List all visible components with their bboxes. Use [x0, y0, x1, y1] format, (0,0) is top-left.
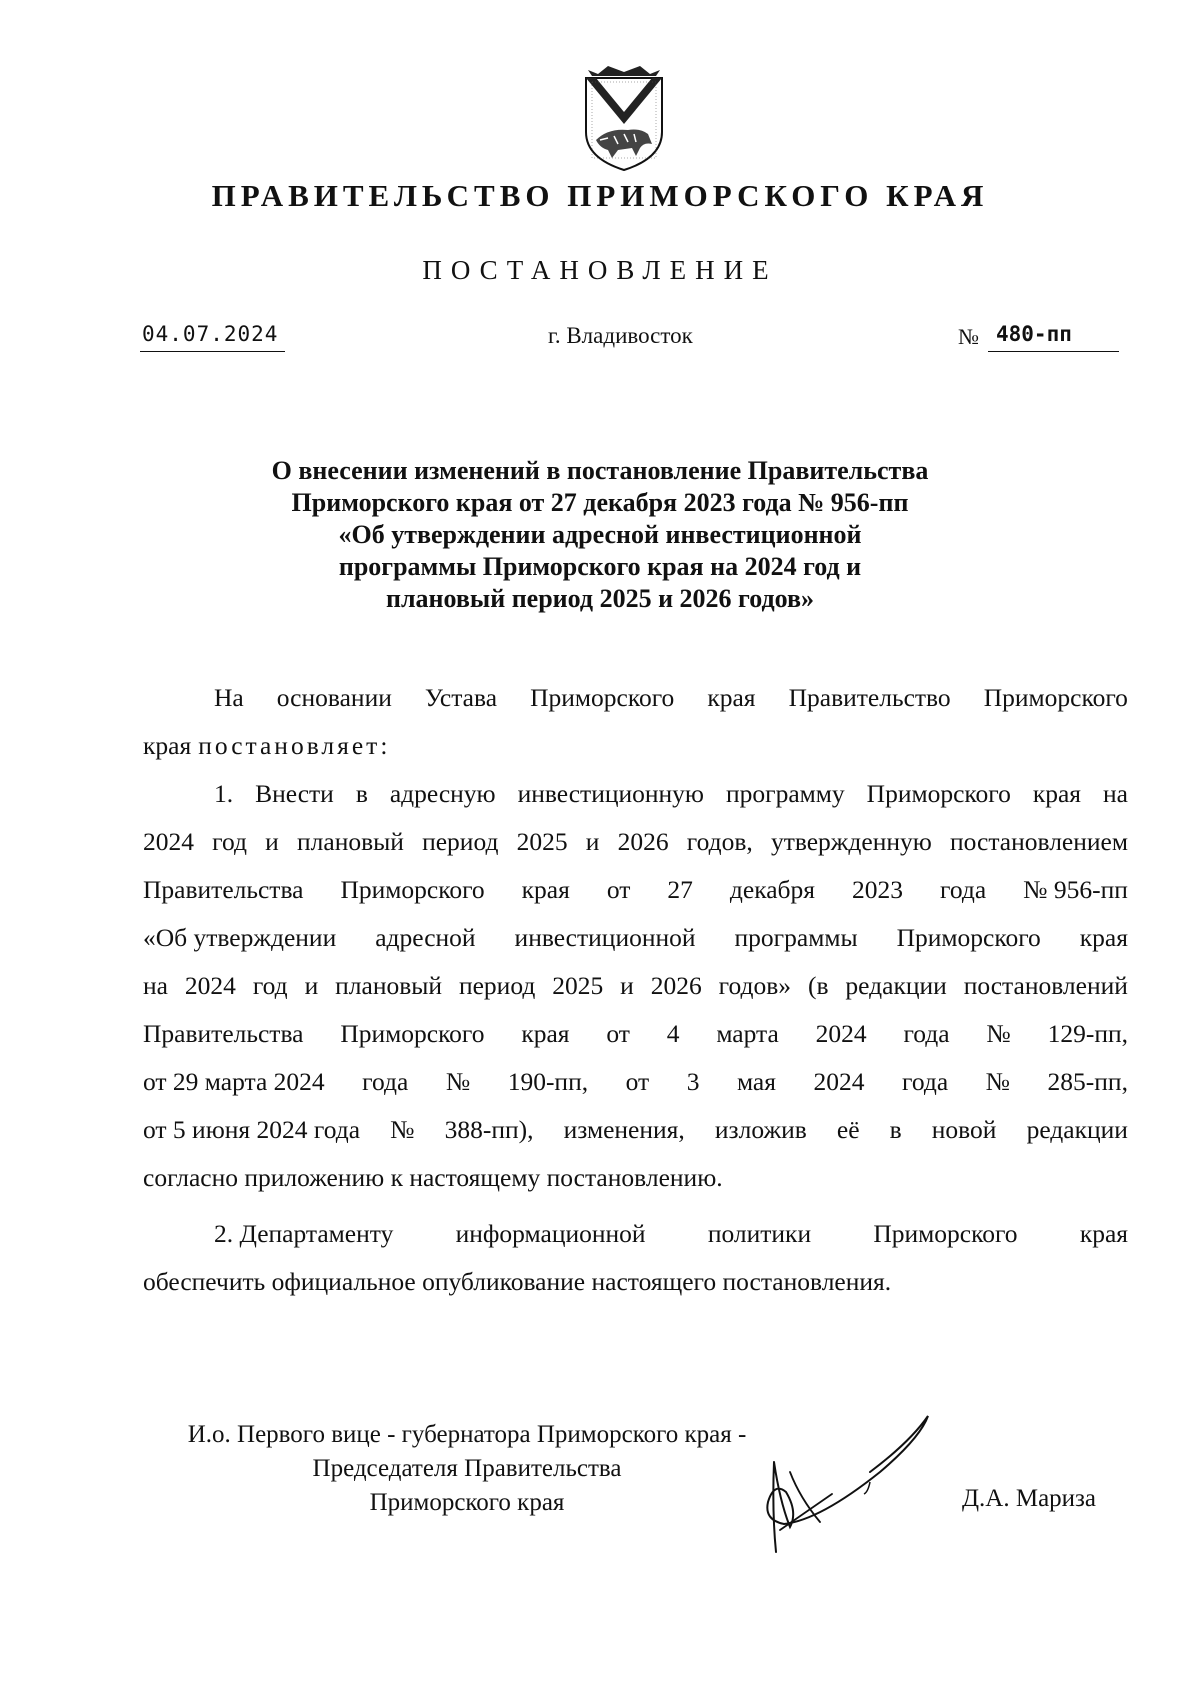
government-title: ПРАВИТЕЛЬСТВО ПРИМОРСКОГО КРАЯ — [211, 178, 989, 213]
coat-of-arms-emblem — [578, 62, 670, 174]
body-word: плановый — [335, 971, 443, 1000]
document-type: ПОСТАНОВЛЕНИЕ — [422, 255, 778, 285]
body-word: основании — [276, 683, 392, 712]
body-word: года — [940, 875, 987, 904]
body-word: политики — [707, 1219, 812, 1248]
body-word: и — [620, 971, 634, 1000]
body-word: Приморского — [873, 1219, 1018, 1248]
body-word: от — [606, 875, 631, 904]
body-word: от 29 марта 2024 — [143, 1067, 325, 1096]
body-word: № 956-пп — [1023, 875, 1128, 904]
body-word: 2. Департаменту — [214, 1219, 394, 1248]
body-word: мая — [736, 1067, 776, 1096]
body-word: и — [585, 827, 600, 856]
signatory-position — [147, 1418, 787, 1520]
body-word: её — [836, 1115, 860, 1144]
body-word: и — [265, 827, 279, 856]
number-underline — [988, 351, 1119, 352]
body-word: период — [422, 827, 499, 856]
body-word: постановлением — [949, 827, 1128, 856]
body-word: постановлений — [963, 971, 1128, 1000]
body-word: программы — [734, 923, 858, 952]
document-subject — [200, 455, 1000, 615]
subject-line: плановый период 2025 и 2026 годов» — [385, 584, 815, 613]
subject-line: «Об утверждении адресной инвестиционной — [338, 520, 862, 549]
document-body — [143, 674, 1128, 1306]
body-word: 27 — [667, 875, 693, 904]
body-word: Приморского — [866, 779, 1011, 808]
body-word: год — [212, 827, 247, 856]
body-word: от — [606, 1019, 630, 1048]
body-word: год — [252, 971, 288, 1000]
document-number: 480-пп — [996, 322, 1072, 346]
body-word: 388-пп), — [444, 1115, 534, 1144]
body-word: инвестиционной — [514, 923, 696, 952]
signatory-name: Д.А. Мариза — [962, 1485, 1097, 1512]
body-word: в — [355, 779, 368, 808]
position-line: Председателя Правительства — [312, 1455, 622, 1482]
document-city: г. Владивосток — [548, 323, 693, 348]
body-word: от 5 июня 2024 года — [143, 1115, 361, 1144]
body-word: 190-пп, — [507, 1067, 589, 1096]
body-word: № — [445, 1067, 471, 1096]
body-word: края — [707, 683, 756, 712]
body-text: согласно приложению к настоящему постановлению. — [143, 1163, 723, 1192]
body-word: годов» — [718, 971, 792, 1000]
body-word: адресной — [375, 923, 476, 952]
body-word: Приморского — [896, 923, 1041, 952]
body-line — [143, 1258, 1128, 1306]
body-text: обеспечить официальное опубликование настоящего постановления. — [143, 1267, 892, 1296]
body-word: (в — [807, 971, 829, 1000]
body-word: 285-пп, — [1047, 1067, 1128, 1096]
body-line — [143, 770, 1128, 818]
body-word: на — [1103, 779, 1128, 808]
body-line — [143, 818, 1128, 866]
body-line — [143, 962, 1128, 1010]
body-line — [143, 1106, 1128, 1154]
body-line — [143, 722, 1128, 770]
handwritten-signature — [760, 1402, 960, 1572]
body-line — [143, 674, 1128, 722]
body-word: информационной — [455, 1219, 646, 1248]
body-word: редакции — [845, 971, 947, 1000]
body-line — [143, 914, 1128, 962]
body-line — [143, 1010, 1128, 1058]
body-word: 2025 — [552, 971, 604, 1000]
body-word: редакции — [1026, 1115, 1128, 1144]
body-word: 2024 — [813, 1067, 865, 1096]
body-word: 2024 — [143, 827, 194, 856]
position-line: Приморского края — [369, 1489, 565, 1516]
subject-line: Приморского края от 27 декабря 2023 года № 956-пп — [291, 488, 909, 517]
body-word: № — [986, 1019, 1011, 1048]
number-label: № — [958, 324, 979, 349]
body-word: На — [214, 683, 244, 712]
body-word: изменения, — [563, 1115, 685, 1144]
body-word: декабря — [729, 875, 815, 904]
body-word: марта — [716, 1019, 779, 1048]
body-word: 129-пп, — [1047, 1019, 1128, 1048]
body-word: новой — [931, 1115, 997, 1144]
body-word: на — [143, 971, 168, 1000]
body-word: года — [903, 1019, 950, 1048]
body-word: 2026 — [650, 971, 702, 1000]
body-word: края — [521, 1019, 570, 1048]
body-word: годов, — [686, 827, 753, 856]
body-word: плановый — [297, 827, 404, 856]
body-word: № — [985, 1067, 1011, 1096]
body-word: Правительства — [143, 875, 304, 904]
body-word: изложив — [714, 1115, 807, 1144]
body-word: года — [362, 1067, 409, 1096]
body-word: инвестиционную — [517, 779, 704, 808]
body-word: программу — [725, 779, 845, 808]
body-word: года — [902, 1067, 949, 1096]
document-date: 04.07.2024 — [142, 322, 279, 346]
body-word: Правительство — [788, 683, 951, 712]
date-underline — [140, 351, 285, 352]
body-word: края — [1079, 923, 1128, 952]
body-text: края — [143, 731, 192, 760]
body-word: Внести — [255, 779, 334, 808]
body-word: 2023 — [852, 875, 903, 904]
body-word: края — [1079, 1219, 1128, 1248]
body-word: Правительства — [143, 1019, 304, 1048]
body-word: Приморского — [983, 683, 1128, 712]
subject-line: программы Приморского края на 2024 год и — [338, 552, 862, 581]
body-word: 2024 — [184, 971, 236, 1000]
body-word: период — [458, 971, 536, 1000]
body-word: 2026 — [617, 827, 669, 856]
subject-line: О внесении изменений в постановление Правительства — [271, 456, 929, 485]
body-word: края — [521, 875, 570, 904]
body-word: 2024 — [815, 1019, 867, 1048]
body-word: 4 — [666, 1019, 680, 1048]
body-line — [143, 1154, 1128, 1202]
body-word: в — [889, 1115, 902, 1144]
body-word: адресную — [389, 779, 496, 808]
body-word: 2025 — [516, 827, 568, 856]
body-word: Приморского — [530, 683, 675, 712]
body-word: 3 — [686, 1067, 700, 1096]
body-word: от — [625, 1067, 650, 1096]
body-word: Устава — [424, 683, 498, 712]
body-word: Приморского — [340, 875, 485, 904]
body-word: Приморского — [340, 1019, 485, 1048]
resolves-word: постановляет: — [198, 731, 391, 760]
body-word: края — [1032, 779, 1082, 808]
position-line: И.о. Первого вице - губернатора Приморского края - — [187, 1421, 747, 1448]
body-word: № — [390, 1115, 415, 1144]
body-line — [143, 866, 1128, 914]
body-line — [143, 1210, 1128, 1258]
body-word: «Об утверждении — [143, 923, 337, 952]
body-word: утвержденную — [770, 827, 932, 856]
body-word: и — [304, 971, 319, 1000]
body-line — [143, 1058, 1128, 1106]
body-word: 1. — [214, 779, 234, 808]
